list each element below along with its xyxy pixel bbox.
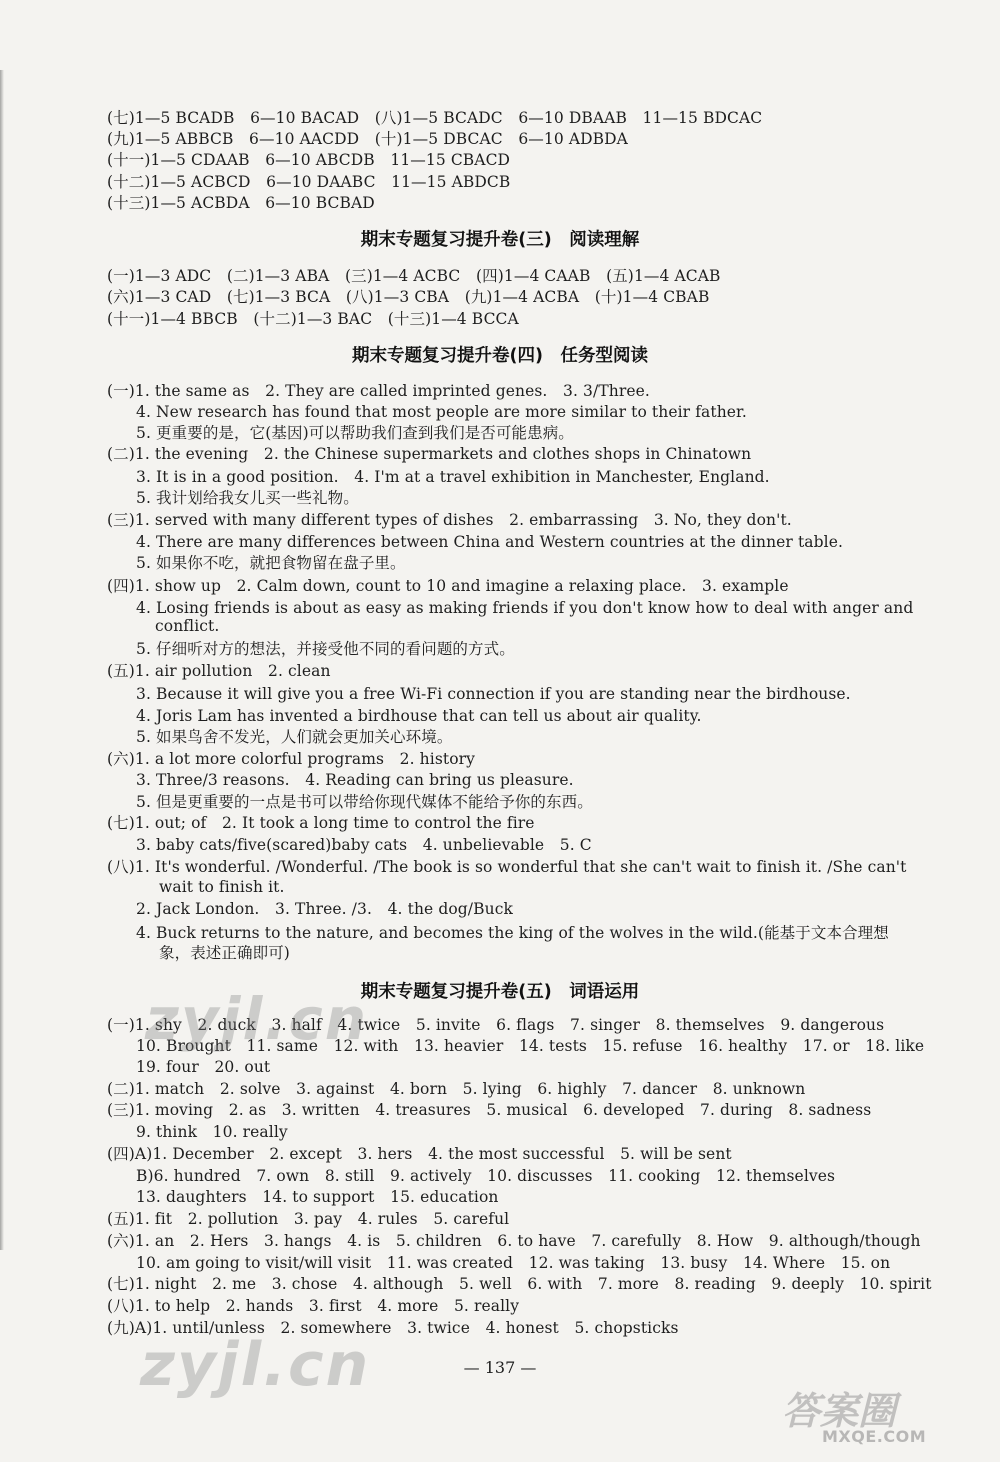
answer-line: (二)1. match 2. solve 3. against 4. born 5. lying 6. highly 7. dancer 8. unknown bbox=[107, 1080, 806, 1098]
answer-line: (三)1. served with many different types of dishes 2. embarrassing 3. No, they don't. bbox=[107, 511, 792, 529]
answer-line: 3. Because it will give you a free Wi-Fi connection if you are standing near the birdhouse. bbox=[136, 685, 851, 703]
watermark-logo: zyjl.cn bbox=[140, 1330, 371, 1400]
answer-line: (十二)1—5 ACBCD 6—10 DAABC 11—15 ABDCB bbox=[107, 173, 511, 191]
answer-line: wait to finish it. bbox=[159, 878, 285, 896]
answer-line: (四)1. show up 2. Calm down, count to 10 and imagine a relaxing place. 3. example bbox=[107, 577, 789, 595]
answer-line: 19. four 20. out bbox=[136, 1058, 271, 1076]
answer-line: (六)1—3 CAD (七)1—3 BCA (八)1—3 CBA (九)1—4 ACBA (十)1—4 CBAB bbox=[107, 288, 710, 306]
answer-line: (五)1. fit 2. pollution 3. pay 4. rules 5. careful bbox=[107, 1210, 510, 1228]
corner-watermark-logo: 答案圈 bbox=[782, 1389, 897, 1433]
answer-line: (七)1—5 BCADB 6—10 BACAD (八)1—5 BCADC 6—10 DBAAB 11—15 BDCAC bbox=[107, 109, 763, 127]
answer-line: 5. 如果鸟舍不发光，人们就会更加关心环境。 bbox=[136, 728, 453, 746]
answer-line: B)6. hundred 7. own 8. still 9. actively 10. discusses 11. cooking 12. themselves bbox=[136, 1167, 836, 1185]
answer-line: (五)1. air pollution 2. clean bbox=[107, 662, 331, 680]
answer-line: 3. It is in a good position. 4. I'm at a travel exhibition in Manchester, England. bbox=[136, 468, 770, 486]
answer-line: (四)A)1. December 2. except 3. hers 4. the most successful 5. will be sent bbox=[107, 1145, 732, 1163]
answer-line: (十一)1—5 CDAAB 6—10 ABCDB 11—15 CBACD bbox=[107, 151, 511, 169]
answer-line: 5. 仔细听对方的想法，并接受他不同的看问题的方式。 bbox=[136, 640, 515, 658]
answer-line: (一)1. shy 2. duck 3. half 4. twice 5. invite 6. flags 7. singer 8. themselves 9. dangerous bbox=[107, 1016, 885, 1034]
answer-line: 10. Brought 11. same 12. with 13. heavier 14. tests 15. refuse 16. healthy 17. or 18. like bbox=[136, 1037, 925, 1055]
answer-line: 5. 如果你不吃，就把食物留在盘子里。 bbox=[136, 554, 406, 572]
answer-line: (十一)1—4 BBCB (十二)1—3 BAC (十三)1—4 BCCA bbox=[107, 310, 519, 328]
answer-line: (八)1. to help 2. hands 3. first 4. more 5. really bbox=[107, 1297, 520, 1315]
answer-line: (七)1. out; of 2. It took a long time to control the fire bbox=[107, 814, 535, 832]
answer-line: (九)1—5 ABBCB 6—10 AACDD (十)1—5 DBCAC 6—10 ADBDA bbox=[107, 130, 628, 148]
answer-line: (一)1. the same as 2. They are called imprinted genes. 3. 3/Three. bbox=[107, 382, 650, 400]
section-title-3: 期末专题复习提升卷(三) 阅读理解 bbox=[360, 230, 640, 250]
answer-line: 象，表述正确即可) bbox=[159, 944, 290, 962]
answer-line: 13. daughters 14. to support 15. education bbox=[136, 1188, 499, 1206]
answer-line: 4. New research has found that most people are more similar to their father. bbox=[136, 403, 747, 421]
answer-line: 4. Joris Lam has invented a birdhouse that can tell us about air quality. bbox=[136, 707, 702, 725]
answer-line: 10. am going to visit/will visit 11. was created 12. was taking 13. busy 14. Where 15. on bbox=[136, 1254, 891, 1272]
answer-line: (一)1—3 ADC (二)1—3 ABA (三)1—4 ACBC (四)1—4 CAAB (五)1—4 ACAB bbox=[107, 267, 721, 285]
answer-line: (九)A)1. until/unless 2. somewhere 3. twice 4. honest 5. chopsticks bbox=[107, 1319, 679, 1337]
answer-line: 3. baby cats/five(scared)baby cats 4. unbelievable 5. C bbox=[136, 836, 592, 854]
answer-line: 4. Buck returns to the nature, and becomes the king of the wolves in the wild.(能基于文本合理想 bbox=[136, 924, 889, 942]
section-title-4: 期末专题复习提升卷(四) 任务型阅读 bbox=[352, 346, 648, 366]
answer-line: 9. think 10. really bbox=[136, 1123, 288, 1141]
answer-line: 5. 但是更重要的一点是书可以带给你现代媒体不能给予你的东西。 bbox=[136, 793, 593, 811]
answer-line: 5. 我计划给我女儿买一些礼物。 bbox=[136, 489, 359, 507]
answer-line: 5. 更重要的是，它(基因)可以帮助我们查到我们是否可能患病。 bbox=[136, 424, 574, 442]
answer-line: (三)1. moving 2. as 3. written 4. treasures 5. musical 6. developed 7. during 8. sadness bbox=[107, 1101, 872, 1119]
answer-line: (八)1. It's wonderful. /Wonderful. /The book is so wonderful that she can't wait to finish it. /She can't bbox=[107, 858, 907, 876]
answer-line: 4. There are many differences between China and Western countries at the dinner table. bbox=[136, 533, 844, 551]
corner-watermark-url: MXQE.COM bbox=[822, 1427, 927, 1446]
answer-line: 4. Losing friends is about as easy as making friends if you don't know how to deal with anger and bbox=[136, 599, 914, 617]
answer-line: (十三)1—5 ACBDA 6—10 BCBAD bbox=[107, 194, 375, 212]
watermark-logo: zyjl.cn bbox=[145, 985, 369, 1053]
answer-line: (七)1. night 2. me 3. chose 4. although 5. well 6. with 7. more 8. reading 9. deeply 10. spirit bbox=[107, 1275, 932, 1293]
page-number: — 137 — bbox=[463, 1358, 537, 1377]
answer-line: (二)1. the evening 2. the Chinese supermarkets and clothes shops in Chinatown bbox=[107, 445, 752, 463]
answer-line: (六)1. an 2. Hers 3. hangs 4. is 5. children 6. to have 7. carefully 8. How 9. although/though bbox=[107, 1232, 921, 1250]
section-title-5: 期末专题复习提升卷(五) 词语运用 bbox=[360, 982, 640, 1002]
answer-line: 3. Three/3 reasons. 4. Reading can bring us pleasure. bbox=[136, 771, 574, 789]
answer-line: conflict. bbox=[155, 617, 220, 635]
answer-line: (六)1. a lot more colorful programs 2. history bbox=[107, 750, 476, 768]
answer-line: 2. Jack London. 3. Three. /3. 4. the dog/Buck bbox=[136, 900, 513, 918]
